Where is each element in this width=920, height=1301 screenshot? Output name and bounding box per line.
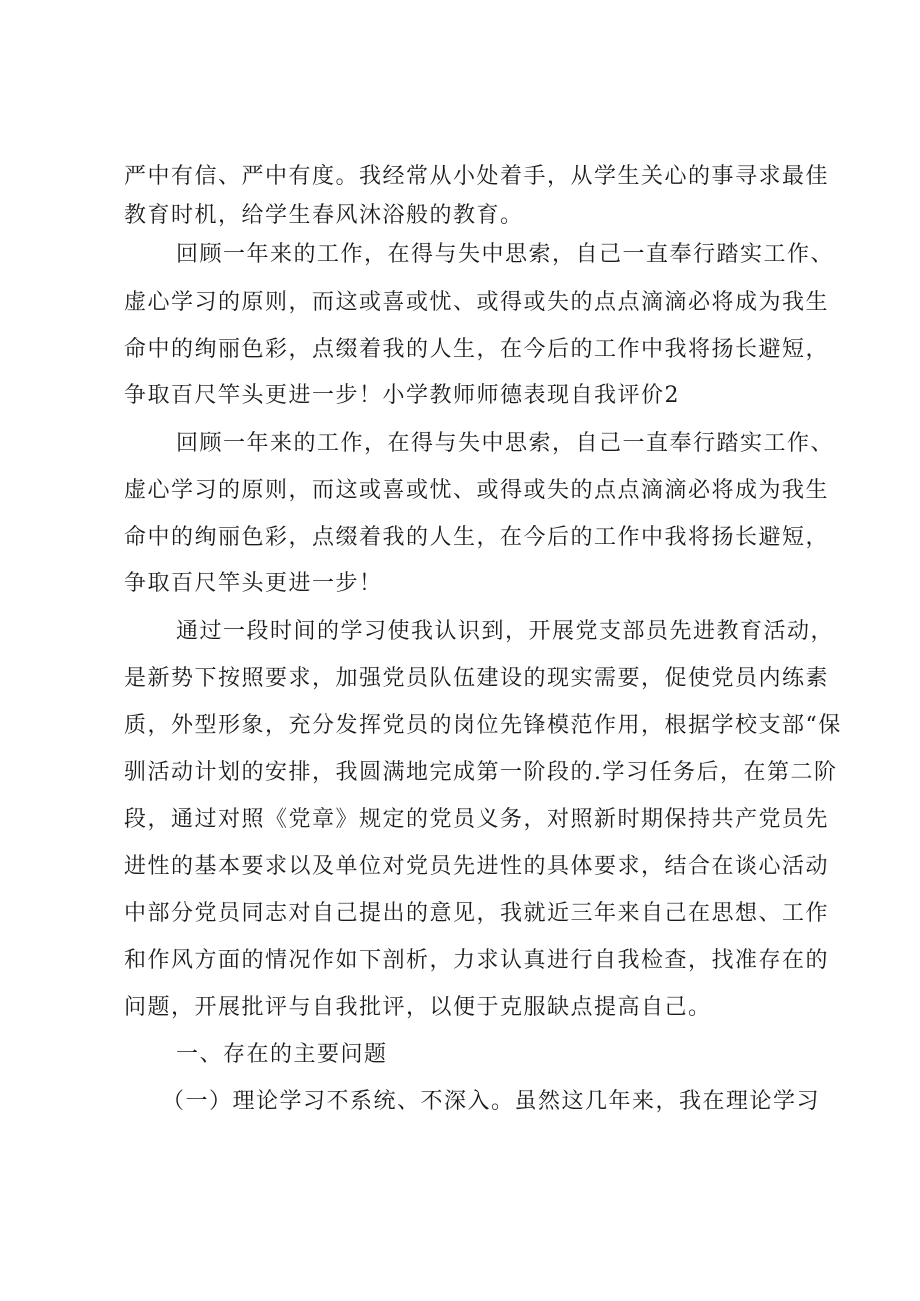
text-line: 争取百尺竿头更进一步！小学教师师德表现自我评价2 (124, 383, 680, 408)
text-line: 回顾一年来的工作，在得与失中思索，自己一直奉行踏实工作、 (176, 431, 835, 456)
text-line: 和作风方面的情况作如下剖析，力求认真进行自我检查，找准存在的 (124, 948, 830, 973)
text-line: 争取百尺竿头更进一步！ (124, 571, 383, 596)
text-line: 驯活动计划的安排，我圆满地完成第一阶段的.学习任务后，在第二阶 (124, 760, 838, 785)
text-line: 严中有信、严中有度。我经常从小处着手，从学生关心的事寻求最佳 (124, 164, 830, 189)
text-line: 是新势下按照要求，加强党员队伍建设的现实需要，促使党员内练素 (124, 666, 830, 691)
section-heading: 一、存在的主要问题 (176, 1042, 388, 1067)
text-line: 中部分党员同志对自己提出的意见，我就近三年来自己在思想、工作 (124, 901, 830, 926)
text-line: 通过一段时间的学习使我认识到，开展党支部员先进教育活动， (176, 619, 835, 644)
text-line: 命中的绚丽色彩，点缀着我的人生，在今后的工作中我将扬长避短， (124, 337, 830, 362)
text-line: 虚心学习的原则，而这或喜或忧、或得或失的点点滴滴必将成为我生 (124, 478, 830, 503)
text-line: （一）理论学习不系统、不深入。虽然这几年来，我在理论学习 (162, 1089, 821, 1114)
text-line: 教育时机，给学生春风沐浴般的教育。 (124, 203, 524, 228)
text-line: 进性的基本要求以及单位对党员先进性的具体要求，结合在谈心活动 (124, 854, 830, 879)
text-line: 质，外型形象，充分发挥党员的岗位先锋模范作用，根据学校支部“保 (124, 713, 842, 738)
text-line: 问题，开展批评与自我批评，以便于克服缺点提高自己。 (124, 995, 712, 1020)
text-line: 回顾一年来的工作，在得与失中思索，自己一直奉行踏实工作、 (176, 242, 835, 267)
text-line: 命中的绚丽色彩，点缀着我的人生，在今后的工作中我将扬长避短， (124, 525, 830, 550)
text-line: 虚心学习的原则，而这或喜或忧、或得或失的点点滴滴必将成为我生 (124, 290, 830, 315)
text-line: 段，通过对照《党章》规定的党员义务，对照新时期保持共产党员先 (124, 807, 830, 832)
